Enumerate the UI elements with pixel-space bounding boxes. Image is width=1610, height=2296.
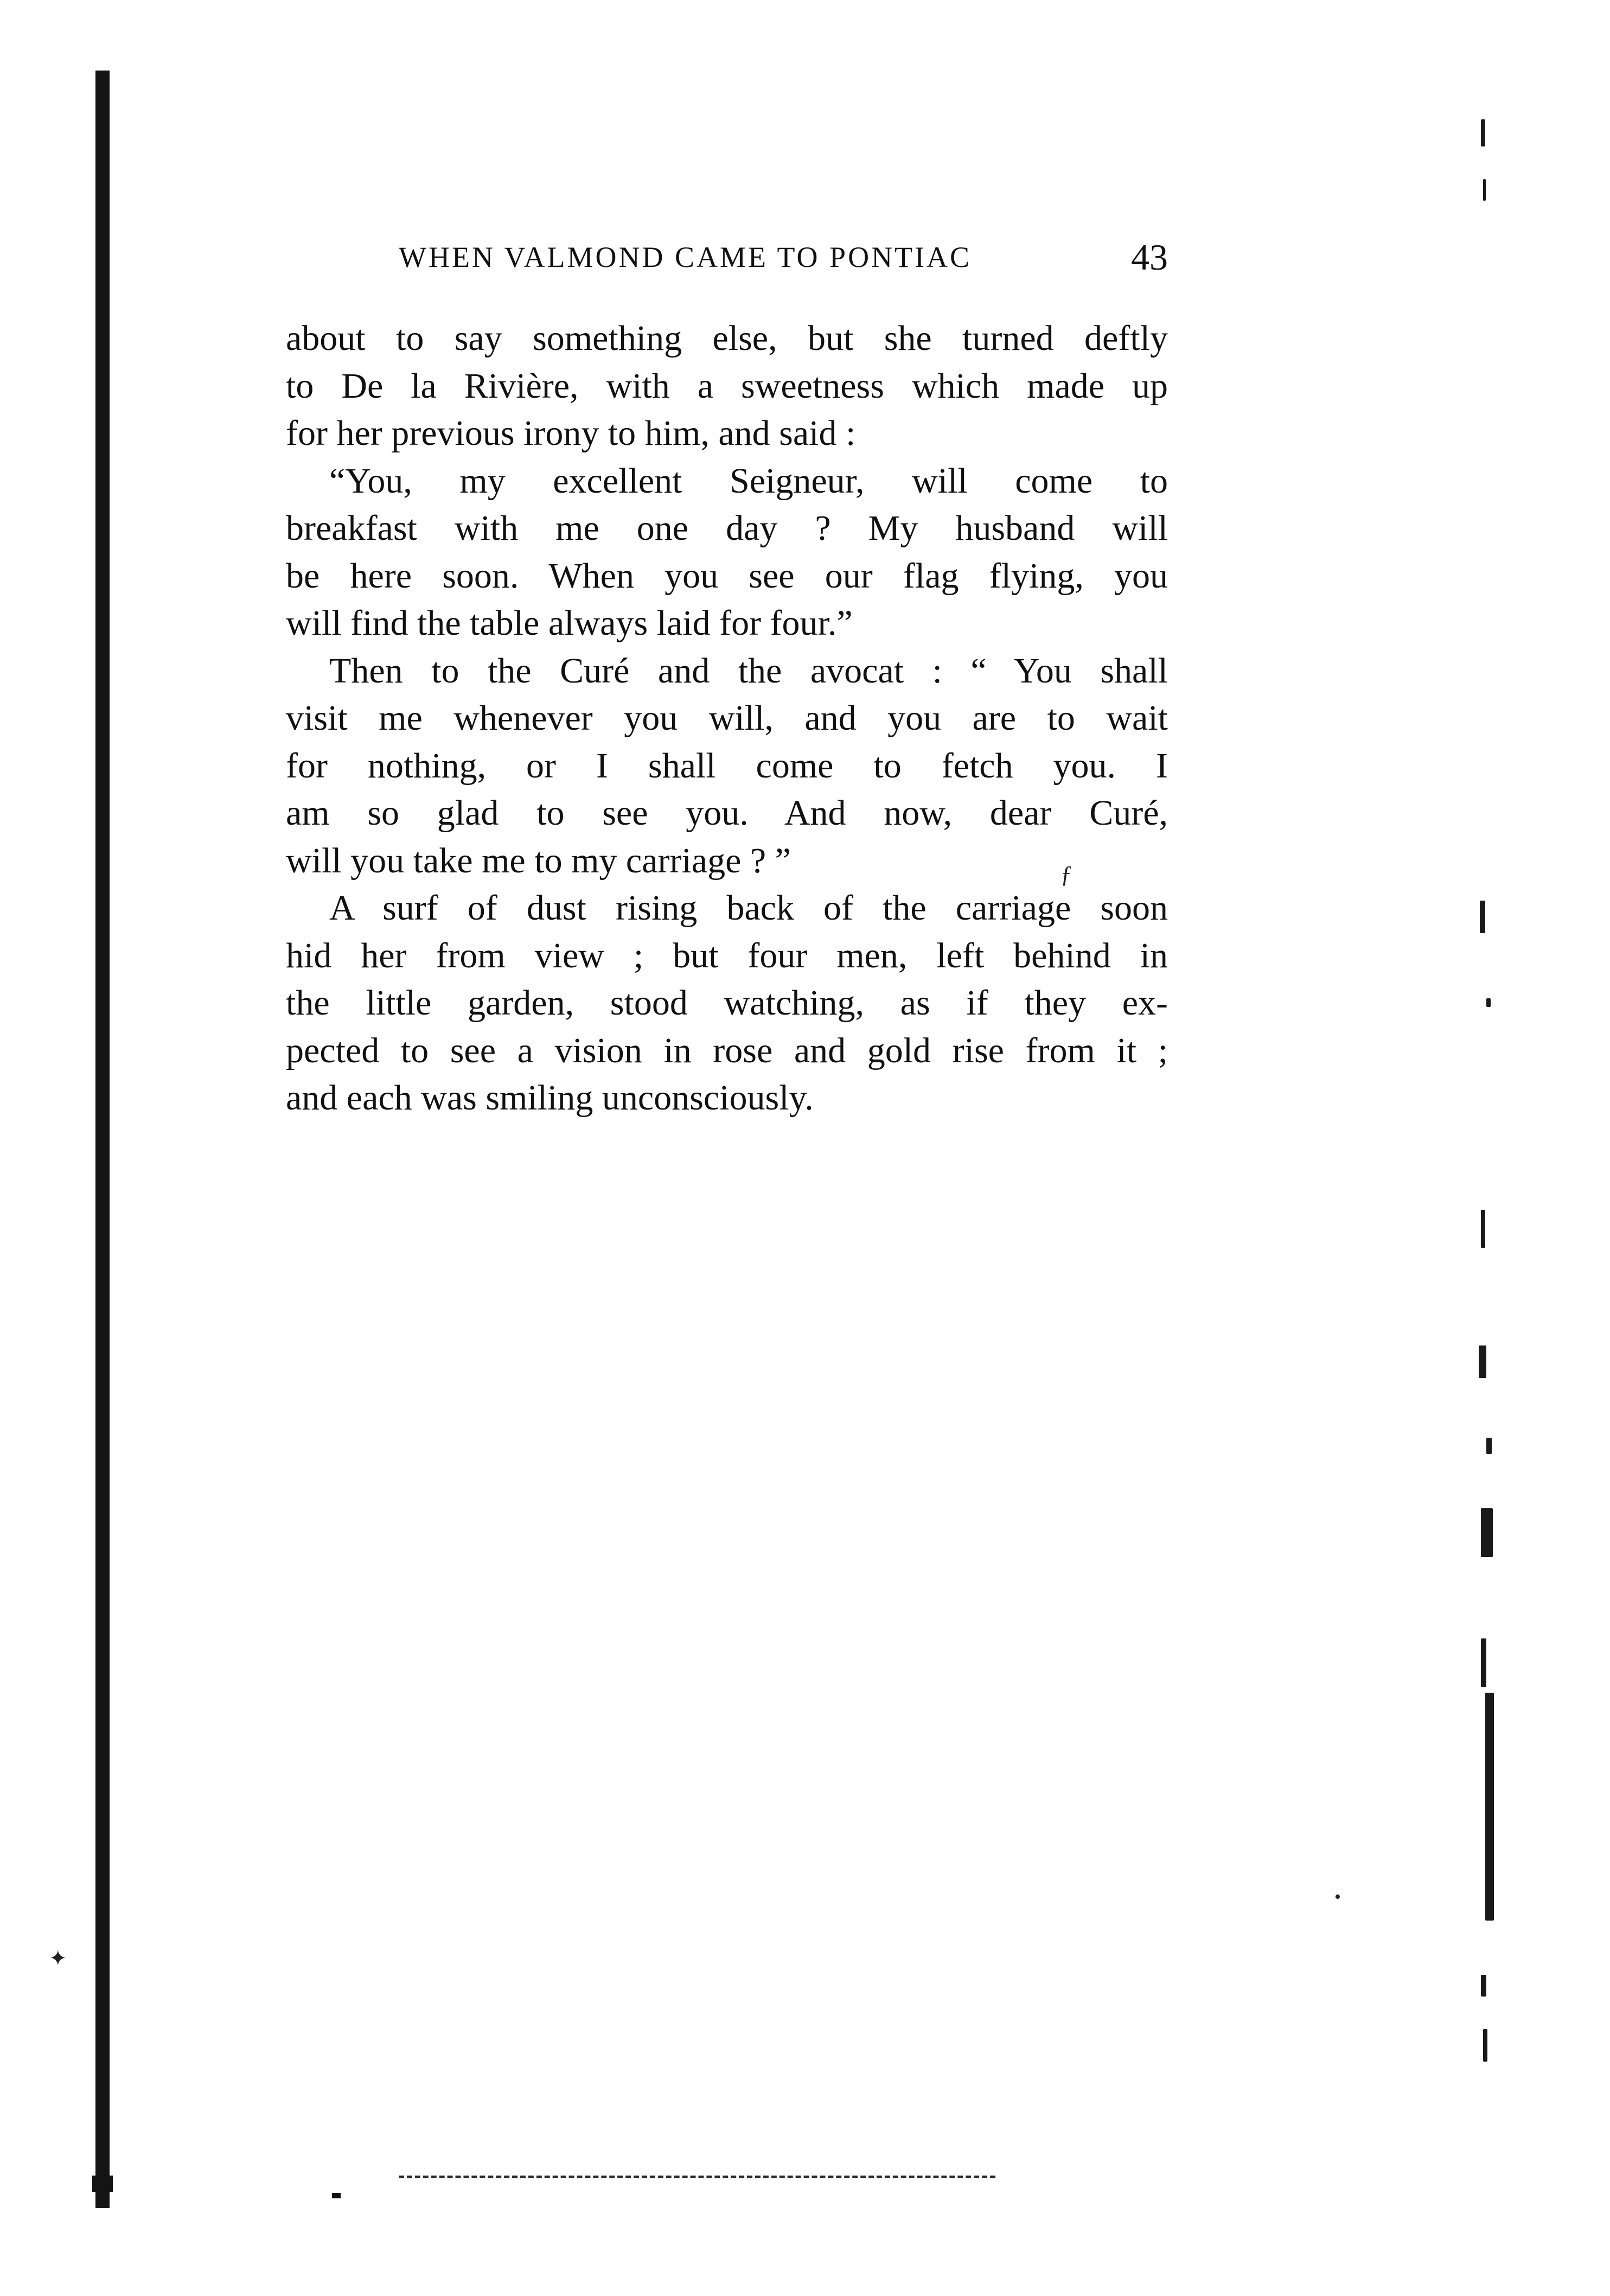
paragraph-first-line: “You, my excellent Seigneur, will come to <box>329 461 1168 501</box>
bottom-scan-rule <box>399 2176 995 2178</box>
text-line: am so glad to see you. And now, dear Curé, <box>286 793 1168 833</box>
text-line: be here soon. When you see our flag flying, you <box>286 556 1168 596</box>
text-area-scan-mark: ƒ <box>1060 861 1072 888</box>
running-head <box>399 231 1168 278</box>
left-margin-scan-mark: ✦ <box>49 1946 67 1970</box>
text-line: for nothing, or I shall come to fetch you. I <box>286 745 1168 786</box>
running-head-title: WHEN VALMOND CAME TO PONTIAC <box>399 241 972 273</box>
text-line: visit me whenever you will, and you are to wait <box>286 698 1168 738</box>
text-line: will find the table always laid for four.” <box>286 603 853 643</box>
page-number: 43 <box>1131 237 1168 278</box>
text-line: pected to see a vision in rose and gold rise from it ; <box>286 1030 1168 1070</box>
text-line: breakfast with me one day ? My husband will <box>286 508 1168 548</box>
binding-edge-shadow-foot <box>92 2176 113 2192</box>
text-line: for her previous irony to him, and said : <box>286 413 856 453</box>
text-line: about to say something else, but she turned deftly <box>286 318 1168 358</box>
lower-scan-mark: • <box>1334 1887 1341 1907</box>
bottom-scan-mark <box>332 2193 341 2198</box>
paragraph-first-line: A surf of dust rising back of the carriage soon <box>329 888 1168 928</box>
binding-edge-shadow <box>95 71 110 2208</box>
text-line: hid her from view ; but four men, left behind in <box>286 935 1168 975</box>
text-line: and each was smiling unconsciously. <box>286 1078 814 1118</box>
text-line: the little garden, stood watching, as if they ex- <box>286 983 1168 1023</box>
text-line: to De la Rivière, with a sweetness which made up <box>286 366 1168 406</box>
body-text <box>286 315 1168 1122</box>
right-edge-scan-artifacts <box>1465 119 1508 2181</box>
paragraph-first-line: Then to the Curé and the avocat : “ You shall <box>329 650 1168 691</box>
text-line: will you take me to my carriage ? ” <box>286 840 791 881</box>
